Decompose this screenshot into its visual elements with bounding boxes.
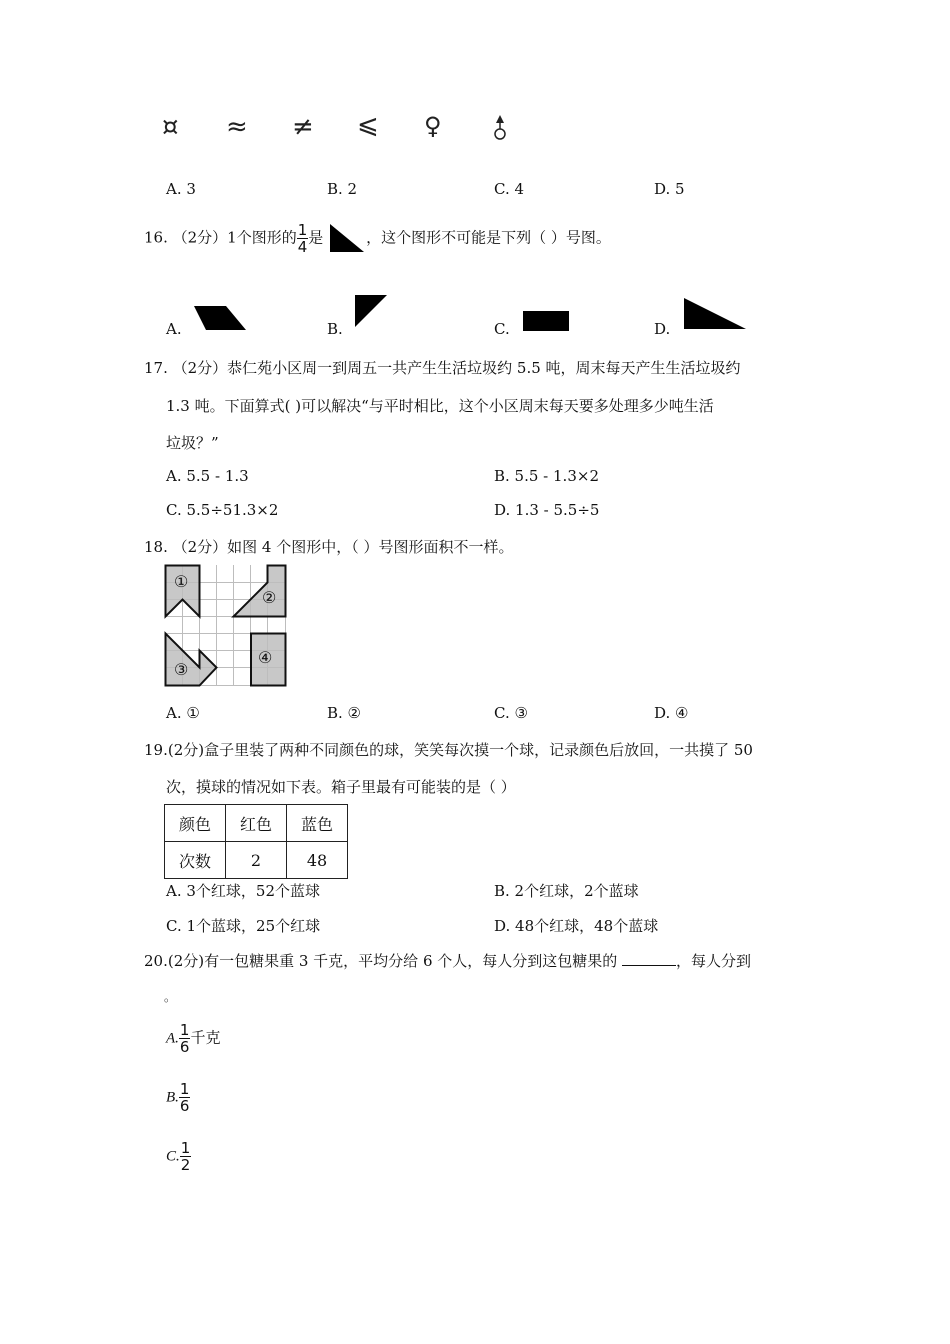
q18-grid-figure (164, 564, 288, 692)
male-symbol-icon (491, 114, 509, 146)
q17-line3: 垃圾？” (166, 434, 219, 452)
q19-line2: 次，摸球的情况如下表。箱子里最有可能装的是（ ） (166, 778, 516, 796)
q17-option-d[interactable]: D. 1.3 - 5.5÷5 (494, 501, 600, 519)
parallelogram-icon (192, 304, 248, 332)
rectangle-icon (522, 310, 570, 332)
q20-line2: 。 (164, 990, 177, 1004)
q20-option-c[interactable]: C. $\frac{1}{2}$ (166, 1139, 191, 1174)
q18-option-a[interactable]: A. ① (166, 704, 200, 722)
q19-option-d[interactable]: D. 48个红球，48个蓝球 (494, 917, 659, 935)
not-equal-symbol-icon: ≠ (292, 112, 314, 142)
figure-label-2: ② (262, 588, 277, 607)
q18-option-b[interactable]: B. ② (327, 704, 362, 722)
q18-question: 18. （2分）如图 4 个图形中，（ ）号图形面积不一样。 (144, 538, 514, 556)
figure-label-3: ③ (174, 660, 189, 679)
q17-option-b[interactable]: B. 5.5 - 1.3×2 (494, 467, 599, 485)
q17-option-c[interactable]: C. 5.5÷51.3×2 (166, 501, 279, 519)
figure-label-1: ① (174, 572, 189, 591)
quarter-triangle-icon (330, 224, 364, 254)
q19-option-b[interactable]: B. 2个红球，2个蓝球 (494, 882, 639, 900)
q15-option-d[interactable]: D. 5 (654, 180, 685, 198)
q16-option-d[interactable]: D. (654, 320, 670, 338)
q18-option-d[interactable]: D. ④ (654, 704, 689, 722)
q15-option-b[interactable]: B. 2 (327, 180, 358, 198)
q17-option-a[interactable]: A. 5.5 - 1.3 (166, 467, 249, 485)
q19-option-c[interactable]: C. 1个蓝球，25个红球 (166, 917, 321, 935)
q20-option-b[interactable]: B. $\frac{1}{6}$ (166, 1080, 190, 1115)
q16-prefix: 16. （2分）1个图形的 (144, 228, 297, 247)
q16-question (144, 222, 611, 255)
currency-symbol-icon: ¤ (162, 112, 179, 142)
answer-blank[interactable] (622, 951, 676, 966)
q19-line1: 19.(2分)盒子里装了两种不同颜色的球，笑笑每次摸一个球，记录颜色后放回，一共摸了 50 (144, 741, 753, 759)
figure-label-4: ④ (258, 648, 273, 667)
q16-suffix: ，这个图形不可能是下列（ ）号图。 (366, 228, 611, 247)
q15-option-c[interactable]: C. 4 (494, 180, 525, 198)
q16-option-b[interactable]: B. (327, 320, 343, 338)
table-header-row: 颜色 红色 蓝色 (165, 805, 348, 842)
q16-option-a[interactable]: A. (166, 320, 182, 338)
q17-line1: 17. （2分）恭仁苑小区周一到周五一共产生生活垃圾约 5.5 吨，周末每天产生生活垃圾约 (144, 359, 741, 377)
table-row: 次数 2 48 (165, 842, 348, 879)
approx-symbol-icon: ≈ (226, 112, 248, 142)
q16-option-c[interactable]: C. (494, 320, 510, 338)
wide-triangle-icon (682, 296, 748, 332)
q17-line2: 1.3 吨。下面算式( )可以解决“与平时相比，这个小区周末每天要多处理多少吨生活 (166, 397, 714, 415)
right-triangle-icon (353, 293, 389, 331)
female-symbol-icon: ♀ (424, 112, 442, 140)
q19-option-a[interactable]: A. 3个红球，52个蓝球 (166, 882, 320, 900)
q16-fraction: $\frac{1}{4}$ (297, 221, 308, 256)
q20-line1: 20.(2分)有一包糖果重 3 千克，平均分给 6 个人，每人分到这包糖果的 ，每人分到 (144, 952, 752, 970)
q19-results-table (164, 804, 348, 879)
q16-mid: 是 (308, 228, 324, 247)
q20-option-a[interactable]: A. $\frac{1}{6}$ 千克 (166, 1021, 221, 1056)
q15-option-a[interactable]: A. 3 (166, 180, 196, 198)
q18-option-c[interactable]: C. ③ (494, 704, 528, 722)
less-equal-symbol-icon: ⩽ (357, 110, 379, 140)
